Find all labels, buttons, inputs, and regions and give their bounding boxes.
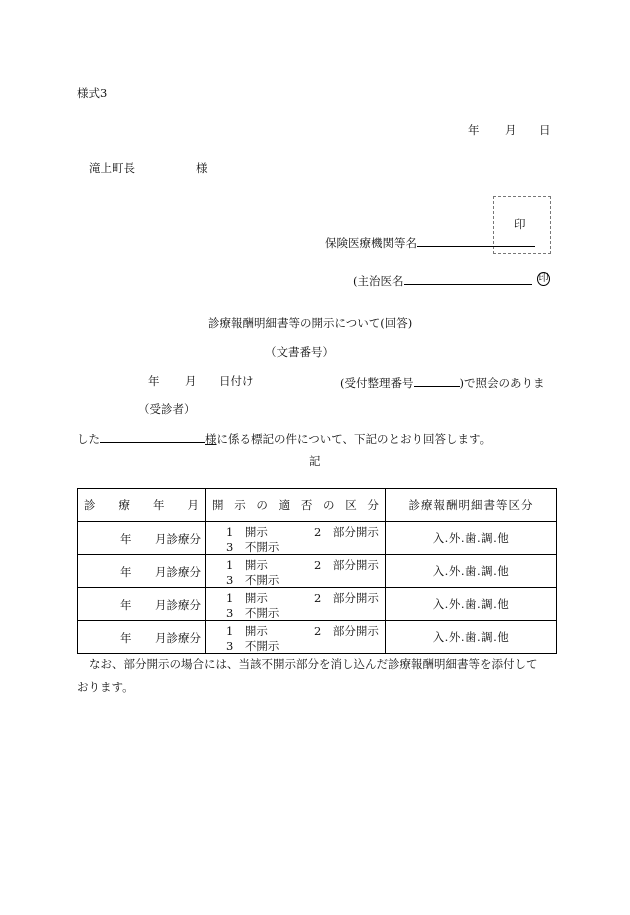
table-header-row [78,489,557,522]
disclosure-options-cell[interactable] [206,555,386,588]
header-disclosure-char: 分 [367,498,379,512]
date-day: 日 [539,123,551,137]
header-disclosure-char: 否 [300,498,313,512]
ref-month: 月 [185,374,197,388]
category-cell[interactable]: 入.外.歯.調.他 [386,621,557,654]
option-disclose[interactable]: 1 開示 [226,624,268,638]
header-category-label: 診療報酬明細書等区分 [408,498,534,512]
row-month: 月診療分 [155,631,201,645]
disclosure-options-cell[interactable] [206,588,386,621]
period-cell [78,522,206,555]
table-row [78,621,557,654]
option-disclose[interactable]: 1 開示 [226,591,268,605]
header-period-char: 診 [84,498,96,512]
body-prefix: した [77,432,100,446]
option-disclose[interactable]: 1 開示 [226,558,268,572]
option-nondisclose[interactable]: 3 不開示 [226,639,280,653]
date-month: 月 [505,123,517,137]
institution-underline [417,234,535,247]
row-year: 年 [120,598,132,612]
option-nondisclose[interactable]: 3 不開示 [226,606,280,620]
seal-box-label: 印 [514,217,526,231]
body-sama: 様 [205,432,217,446]
row-month: 月診療分 [155,598,201,612]
addressee-name: 滝上町長 [89,161,135,175]
category-cell[interactable]: 入.外.歯.調.他 [386,588,557,621]
header-period [78,489,206,522]
ki-heading: 記 [309,454,321,468]
patient-name-field[interactable] [100,430,205,443]
row-year: 年 [120,631,132,645]
ref-year: 年 [148,374,160,388]
header-period-char: 月 [187,498,199,512]
category-cell[interactable]: 入.外.歯.調.他 [386,555,557,588]
form-number: 様式3 [77,86,108,100]
header-disclosure-char: 示 [234,498,246,512]
addressee-honorific: 様 [196,161,208,175]
header-period-char: 療 [118,498,130,512]
option-partial[interactable]: 2 部分開示 [314,525,379,539]
institution-label: 保険医療機関等名 [325,236,417,250]
doctor-underline [404,272,532,285]
header-category [386,489,557,522]
header-disclosure-char: 開 [212,498,224,512]
patient-label: （受診者） [138,402,196,416]
ref-dated: 日付け [219,374,254,388]
date-year: 年 [468,123,480,137]
category-cell[interactable]: 入.外.歯.調.他 [386,522,557,555]
note-line-1: なお、部分開示の場合には、当該不開示部分を消し込んだ診療報酬明細書等を添付して [89,657,538,671]
table-row [78,588,557,621]
page-title: 診療報酬明細書等の開示について(回答) [208,316,413,330]
period-cell [78,588,206,621]
receipt-open: (受付整理番号 [340,376,414,390]
row-year: 年 [120,532,132,546]
period-cell [78,621,206,654]
header-disclosure-char: の [256,498,268,512]
header-period-char: 年 [153,498,165,512]
receipt-number-field[interactable] [340,374,545,390]
doctor-seal-circle: 印 [538,273,549,284]
option-disclose[interactable]: 1 開示 [226,525,268,539]
body-rest: に係る標記の件について、下記のとおり回答します。 [216,432,492,446]
disclosure-options-cell[interactable] [206,621,386,654]
reply-table [77,488,557,654]
institution-name-field[interactable] [325,234,535,250]
header-disclosure [206,489,386,522]
document-number: （文書番号） [265,345,334,359]
option-partial[interactable]: 2 部分開示 [314,558,379,572]
header-disclosure-char: 区 [345,498,357,512]
disclosure-options-cell[interactable] [206,522,386,555]
row-year: 年 [120,565,132,579]
receipt-underline [414,374,460,387]
row-month: 月診療分 [155,565,201,579]
body-line [77,430,491,446]
table-row [78,522,557,555]
header-disclosure-char: 適 [278,498,291,512]
doctor-label: (主治医名 [353,274,404,288]
option-nondisclose[interactable]: 3 不開示 [226,540,280,554]
note-line-2: おります。 [77,680,134,694]
header-disclosure-char: の [323,498,335,512]
option-partial[interactable]: 2 部分開示 [314,624,379,638]
period-cell [78,555,206,588]
table-row [78,555,557,588]
doctor-name-field[interactable] [353,272,532,288]
receipt-close: )で照会のありま [459,376,545,390]
option-nondisclose[interactable]: 3 不開示 [226,573,280,587]
row-month: 月診療分 [155,532,201,546]
option-partial[interactable]: 2 部分開示 [314,591,379,605]
